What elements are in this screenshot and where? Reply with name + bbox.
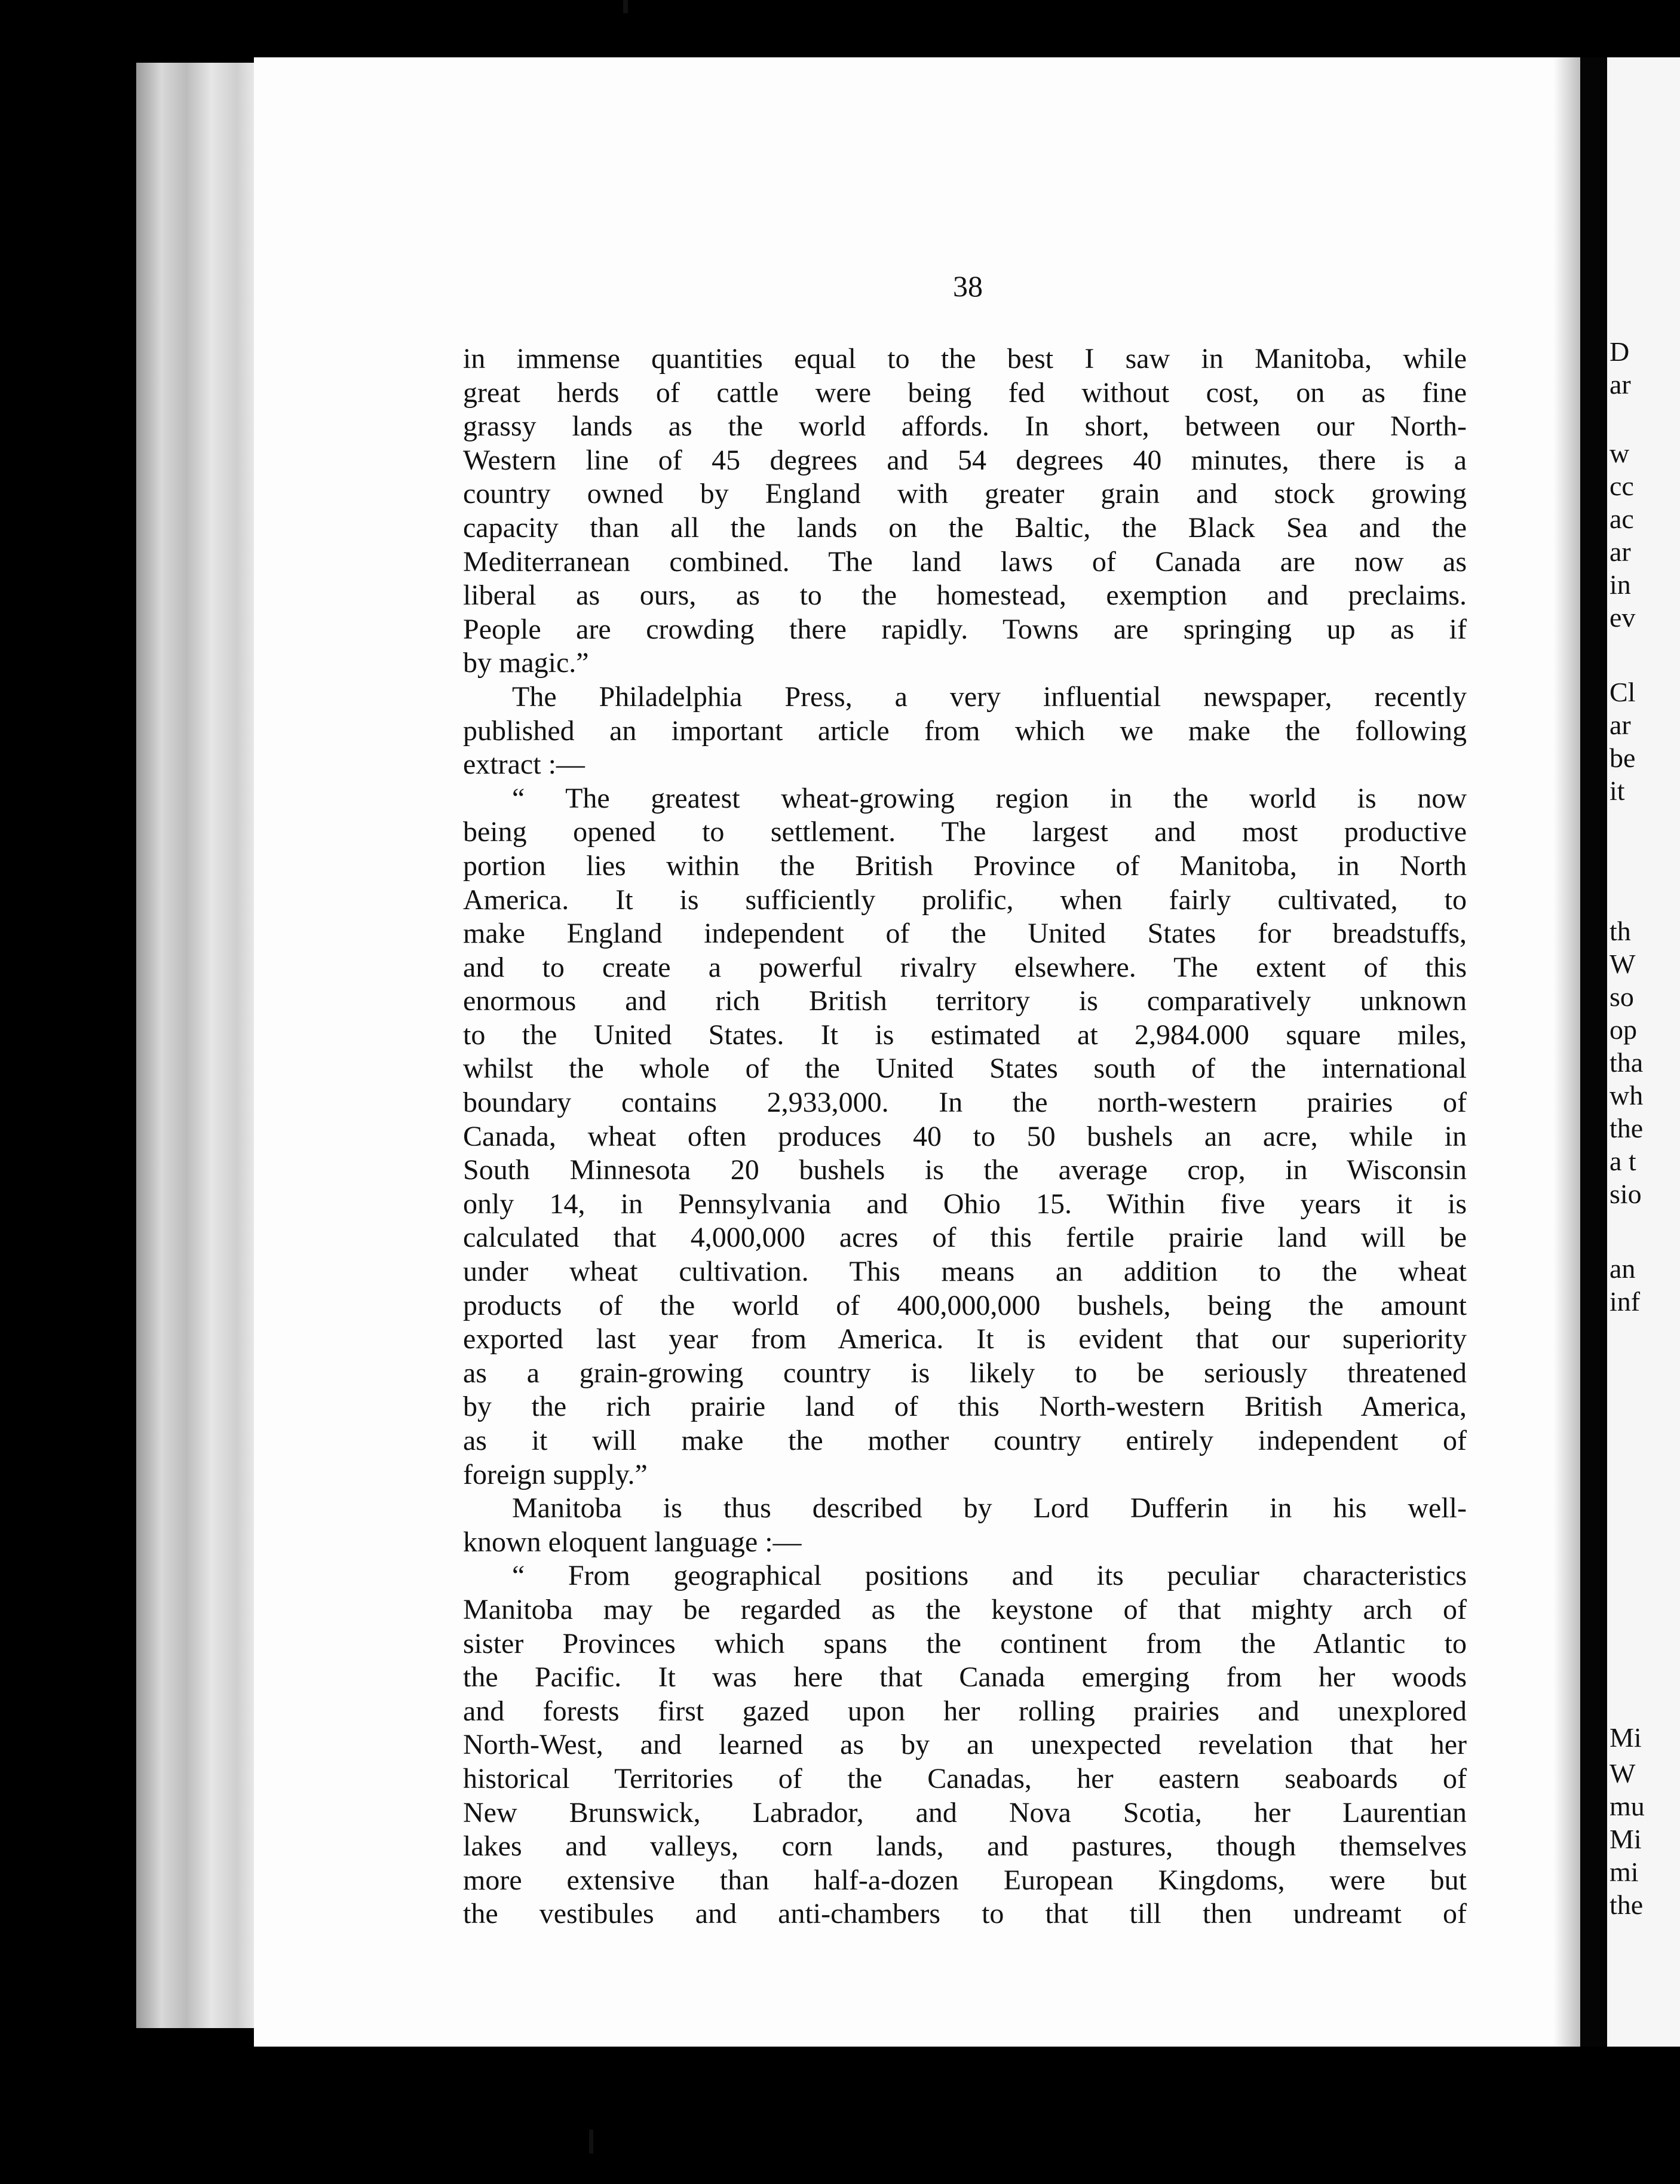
text-line: boundary contains 2,933,000. In the north-western prairies of: [463, 1087, 1467, 1119]
text-line: America. It is sufficiently prolific, when fairly cultivated, to: [463, 884, 1467, 916]
body-text: [463, 342, 1467, 1931]
text-line: in immense quantities equal to the best I saw in Manitoba, while: [463, 343, 1467, 375]
left-page-edges: [136, 63, 262, 2028]
scan-speck: [589, 2130, 593, 2154]
text-line: “ From geographical positions and its peculiar characteristics: [512, 1560, 1467, 1592]
text-line: lakes and valleys, corn lands, and pastures, though themselves: [463, 1830, 1467, 1863]
text-line: Mediterranean combined. The land laws of Canada are now as: [463, 545, 1467, 578]
facing-page-fragment: ev: [1610, 602, 1636, 633]
facing-page-fragment: in: [1610, 569, 1631, 600]
facing-page-fragment: cc: [1610, 471, 1634, 501]
facing-page-fragment: inf: [1610, 1286, 1641, 1317]
facing-page-fragment: be: [1610, 743, 1636, 773]
facing-page-fragment: Cl: [1610, 677, 1636, 707]
facing-page-fragment: ar: [1610, 710, 1631, 740]
facing-page-fragment: ac: [1610, 504, 1634, 534]
facing-page-fragment: tha: [1610, 1047, 1644, 1078]
text-line: North-West, and learned as by an unexpected revelation that her: [463, 1729, 1467, 1761]
text-line: only 14, in Pennsylvania and Ohio 15. Within five years it is: [463, 1188, 1467, 1220]
facing-page-fragment: Mi: [1610, 1722, 1642, 1753]
facing-page-fragment: Mi: [1610, 1824, 1642, 1854]
text-line: more extensive than half-a-dozen European Kingdoms, were but: [463, 1864, 1467, 1896]
text-line: capacity than all the lands on the Baltic, the Black Sea and the: [463, 511, 1467, 544]
text-line: and forests first gazed upon her rolling prairies and unexplored: [463, 1695, 1467, 1727]
text-line: grassy lands as the world affords. In short, between our North-: [463, 410, 1467, 443]
text-line: foreign supply.”: [463, 1458, 648, 1490]
facing-page-fragment: op: [1610, 1014, 1637, 1045]
text-line: Canada, wheat often produces 40 to 50 bushels an acre, while in: [463, 1120, 1467, 1152]
text-line: exported last year from America. It is evident that our superiority: [463, 1323, 1467, 1355]
facing-page-fragment: W: [1610, 949, 1636, 979]
facing-page-sliver: [1607, 57, 1680, 2047]
text-line: People are crowding there rapidly. Towns are springing up as if: [463, 613, 1467, 645]
text-line: “ The greatest wheat-growing region in the world is now: [512, 782, 1467, 814]
text-line: historical Territories of the Canadas, her eastern seaboards of: [463, 1762, 1467, 1795]
text-line: as it will make the mother country entirely independent of: [463, 1425, 1467, 1456]
text-line: country owned by England with greater grain and stock growing: [463, 478, 1467, 510]
text-line: enormous and rich British territory is comparatively unknown: [463, 985, 1467, 1017]
text-line: known eloquent language :—: [463, 1526, 802, 1558]
facing-page-fragment: a t: [1610, 1146, 1636, 1176]
text-line: Manitoba may be regarded as the keystone of that mighty arch of: [463, 1593, 1467, 1625]
text-line: by the rich prairie land of this North-western British America,: [463, 1391, 1467, 1423]
right-gutter: [1580, 57, 1607, 2047]
text-line: published an important article from which we make the following: [463, 714, 1467, 747]
facing-page-fragment: mu: [1610, 1791, 1645, 1821]
text-line: portion lies within the British Province of Manitoba, in North: [463, 849, 1467, 882]
text-line: by magic.”: [463, 647, 589, 679]
facing-page-fragment: w: [1610, 438, 1630, 468]
page-number: 38: [953, 269, 983, 303]
text-line: products of the world of 400,000,000 bushels, being the amount: [463, 1289, 1467, 1321]
facing-page-fragment: W: [1610, 1758, 1636, 1789]
facing-page-fragment: sio: [1610, 1179, 1642, 1209]
facing-page-fragment: mi: [1610, 1857, 1639, 1887]
text-line: Manitoba is thus described by Lord Dufferin in his well-: [512, 1492, 1467, 1524]
text-line: and to create a powerful rivalry elsewhere. The extent of this: [463, 951, 1467, 983]
text-line: the Pacific. It was here that Canada emerging from her woods: [463, 1661, 1467, 1694]
facing-page-fragment: th: [1610, 916, 1631, 946]
text-line: sister Provinces which spans the continent from the Atlantic to: [463, 1627, 1467, 1660]
text-line: the vestibules and anti-chambers to that till then undreamt of: [463, 1898, 1467, 1930]
text-line: extract :—: [463, 749, 585, 781]
text-line: great herds of cattle were being fed without cost, on as fine: [463, 376, 1467, 409]
text-line: being opened to settlement. The largest and most productive: [463, 816, 1467, 848]
facing-page-fragment: D: [1610, 336, 1630, 367]
text-line: make England independent of the United States for breadstuffs,: [463, 918, 1467, 950]
text-line: liberal as ours, as to the homestead, exemption and preclaims.: [463, 579, 1467, 612]
text-line: calculated that 4,000,000 acres of this fertile prairie land will be: [463, 1222, 1467, 1254]
text-line: under wheat cultivation. This means an addition to the wheat: [463, 1256, 1467, 1288]
text-line: Western line of 45 degrees and 54 degrees 40 minutes, there is a: [463, 444, 1467, 476]
text-line: to the United States. It is estimated at 2,984.000 square miles,: [463, 1019, 1467, 1051]
facing-page-fragment: an: [1610, 1253, 1636, 1284]
facing-page-fragment: it: [1610, 775, 1625, 806]
facing-page-fragment: ar: [1610, 536, 1631, 567]
scan-speck: [623, 0, 628, 13]
facing-page-fragment: the: [1610, 1889, 1644, 1920]
text-line: The Philadelphia Press, a very influential newspaper, recently: [512, 680, 1467, 713]
facing-page-fragment: ar: [1610, 369, 1631, 400]
text-line: as a grain-growing country is likely to be seriously threatened: [463, 1357, 1467, 1389]
facing-page-fragment: wh: [1610, 1080, 1644, 1111]
page-gutter-shadow: [1553, 57, 1580, 2047]
text-line: New Brunswick, Labrador, and Nova Scotia, her Laurentian: [463, 1796, 1467, 1829]
facing-page-fragment: the: [1610, 1113, 1644, 1143]
text-line: whilst the whole of the United States south of the international: [463, 1053, 1467, 1085]
facing-page-fragment: so: [1610, 981, 1634, 1012]
text-line: South Minnesota 20 bushels is the average crop, in Wisconsin: [463, 1154, 1467, 1186]
